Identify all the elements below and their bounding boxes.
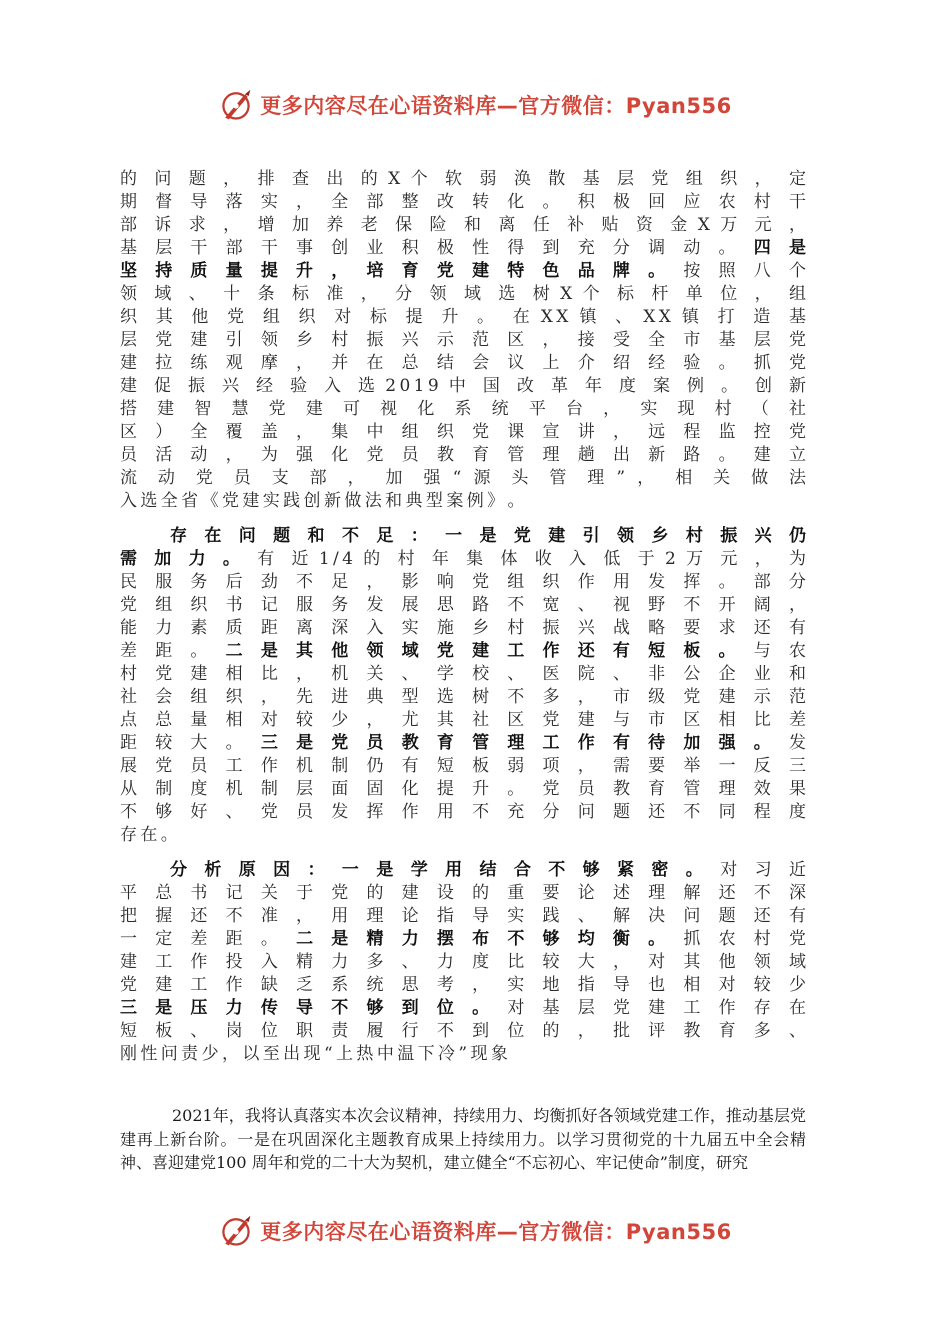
text-line [120,214,806,237]
bold-text-segment: 分 析 原 因 ： 一 是 学 用 结 合 不 够 紧 密 。 [170,860,710,880]
text-segment: 搭 建 智 慧 党 建 可 视 化 系 统 平 台 ， 实 现 村 （ 社 [120,399,807,419]
text-segment: 社 会 组 织 ， 先 进 典 型 选 树 不 多 ， 市 级 党 建 示 范 [120,687,806,707]
text-line [120,306,806,329]
text-segment: 短 板 、 岗 位 职 责 履 行 不 到 位 的 ， 批 评 教 育 多 、 [120,1021,806,1041]
bold-text-segment: 四 是 [746,238,806,258]
paragraph-achievements [120,168,806,513]
text-segment: 一 定 差 距 。 [120,929,286,949]
text-line [120,168,806,191]
text-line [120,375,806,398]
text-segment: 建 工 作 投 入 精 力 多 、 力 度 比 较 大 ， 对 其 他 领 域 [120,952,806,972]
bold-text-segment: 三 是 压 力 传 导 不 够 到 位 。 [120,998,497,1018]
bold-text-segment: 存 在 问 题 和 不 足 ： 一 是 党 建 引 领 乡 村 振 兴 仍 [170,526,806,546]
text-segment: 发 [781,733,807,753]
text-line [120,905,806,928]
text-segment: 党 组 织 书 记 服 务 发 展 思 路 不 宽 、 视 野 不 开 阔 ， [120,595,806,615]
bold-text-segment: 三 是 党 员 教 育 管 理 工 作 有 待 加 强 。 [253,733,779,753]
quill-logo-icon [218,87,254,123]
paragraph-plan-2021: 2021年，我将认真落实本次会议精神，持续用力、均衡抓好各领域党建工作，推动基层党建再上新台阶。一是在巩固深化主题教育成果上持续用力。以学习贯彻党的十九届五中全会精神、喜迎建党100 周年和党的二十大为契机，建立健全“不忘初心、牢记使命”制度，研究 [120,1106,806,1172]
text-line [120,467,806,490]
bold-text-segment: 二 是 其 他 领 域 党 建 工 作 还 有 短 板 。 [218,641,743,661]
text-line [120,571,806,594]
text-segment: 对 习 近 [713,860,806,880]
paragraph-problems [120,525,806,847]
text-line [120,882,806,905]
text-segment: 村 党 建 相 比 ， 机 关 、 学 校 、 医 院 、 非 公 企 业 和 [120,664,806,684]
text-line [120,778,806,801]
text-line [120,709,806,732]
text-line [120,548,806,571]
text-segment: 层 党 建 引 领 乡 村 振 兴 示 范 区 ， 接 受 全 市 基 层 党 [120,330,806,350]
text-segment: 刚 性 问 责 少 ， 以 至 出 现 “ 上 热 中 温 下 冷 ” 现 象 [120,1044,508,1064]
text-line [120,951,806,974]
text-segment: 织 其 他 党 组 织 对 标 提 升 。 在 X X 镇 、 X X 镇 打 造 基 [120,307,806,327]
text-segment: 能 力 素 质 距 离 深 入 实 施 乡 村 振 兴 战 略 要 求 还 有 [120,618,806,638]
text-segment: 存 在 。 [120,825,178,845]
text-line [120,997,806,1020]
text-line [120,801,806,824]
text-segment: 抓 农 村 党 [675,929,807,949]
bold-text-segment: 二 是 精 力 摆 布 不 够 均 衡 。 [288,929,673,949]
text-line [120,617,806,640]
bold-text-segment: 坚 持 质 量 提 升 ， 培 育 党 建 特 色 品 牌 。 [120,261,673,281]
watermark-banner-bottom [0,1208,950,1254]
text-segment: 平 总 书 记 关 于 党 的 建 设 的 重 要 论 述 理 解 还 不 深 [120,883,806,903]
text-segment: 有 近 1 / 4 的 村 年 集 体 收 入 低 于 2 万 元 ， 为 [250,549,806,569]
text-segment: 的 问 题 ， 排 查 出 的 X 个 软 弱 涣 散 基 层 党 组 织 ， 定 [120,169,806,189]
text-segment: 基 层 干 部 干 事 创 业 积 极 性 得 到 充 分 调 动 。 [120,238,743,258]
text-segment: 期 督 导 落 实 ， 全 部 整 改 转 化 。 积 极 回 应 农 村 干 [120,192,806,212]
text-segment: 流 动 党 员 支 部 ， 加 强 “ 源 头 管 理 ” ， 相 关 做 法 [120,468,806,488]
text-line [120,859,806,882]
text-segment: 党 建 工 作 缺 乏 系 统 思 考 ， 实 地 指 导 也 相 对 较 少 [120,975,806,995]
text-line [120,974,806,997]
text-segment: 民 服 务 后 劲 不 足 ， 影 响 党 组 织 作 用 发 挥 。 部 分 [120,572,806,592]
text-line [120,732,806,755]
text-line [120,1043,806,1066]
text-line [120,928,806,951]
text-segment: 点 总 量 相 对 较 少 ， 尤 其 社 区 党 建 与 市 区 相 比 差 [120,710,806,730]
text-line [120,421,806,444]
watermark-banner-top [0,82,950,128]
text-line [120,329,806,352]
text-line [120,686,806,709]
text-segment: 入 选 全 省 《 党 建 实 践 创 新 做 法 和 典 型 案 例 》 。 [120,491,525,511]
text-line [120,352,806,375]
text-line [120,594,806,617]
text-segment: 把 握 还 不 准 ， 用 理 论 指 导 实 践 、 解 决 问 题 还 有 [120,906,806,926]
text-line [120,490,806,513]
text-segment: 员 活 动 ， 为 强 化 党 员 教 育 管 理 趟 出 新 路 。 建 立 [120,445,806,465]
text-segment: 从 制 度 机 制 层 面 固 化 提 升 。 党 员 教 育 管 理 效 果 [120,779,806,799]
text-segment: 按 照 八 个 [675,261,806,281]
text-segment: 建 促 振 兴 经 验 入 选 2 0 1 9 中 国 改 革 年 度 案 例 。 创 新 [120,376,806,396]
text-segment: 部 诉 求 ， 增 加 养 老 保 险 和 离 任 补 贴 资 金 X 万 元 ， [120,215,806,235]
watermark-text: 更多内容尽在心语资料库—官方微信：Pyan556 [260,94,732,118]
text-segment: 与 农 [746,641,806,661]
text-segment: 展 党 员 工 作 机 制 仍 有 短 板 弱 项 ， 需 要 举 一 反 三 [120,756,806,776]
text-line [120,237,806,260]
quill-logo-icon [218,1213,254,1249]
text-line [120,824,806,847]
text-line [120,1020,806,1043]
text-line [120,283,806,306]
text-line [120,663,806,686]
text-segment: 建 拉 练 观 摩 ， 并 在 总 结 会 议 上 介 绍 经 验 。 抓 党 [120,353,806,373]
document-body [120,168,806,1175]
watermark-text: 更多内容尽在心语资料库—官方微信：Pyan556 [260,1220,732,1244]
bold-text-segment: 需 加 力 。 [120,549,247,569]
text-line [120,444,806,467]
text-segment: 领 域 、 十 条 标 准 ， 分 领 域 选 树 X 个 标 杆 单 位 ， 组 [120,284,806,304]
text-segment: 对 基 层 党 建 工 作 存 在 [499,998,806,1018]
text-line [120,525,806,548]
paragraph-causes [120,859,806,1066]
text-line [120,398,806,421]
text-line [120,260,806,283]
text-segment: 距 较 大 。 [120,733,251,753]
text-line [120,640,806,663]
text-segment: 差 距 。 [120,641,215,661]
text-line [120,191,806,214]
text-segment: 区 ） 全 覆 盖 ， 集 中 组 织 党 课 宣 讲 ， 远 程 监 控 党 [120,422,806,442]
text-line [120,755,806,778]
text-segment: 不 够 好 、 党 员 发 挥 作 用 不 充 分 问 题 还 不 同 程 度 [120,802,806,822]
